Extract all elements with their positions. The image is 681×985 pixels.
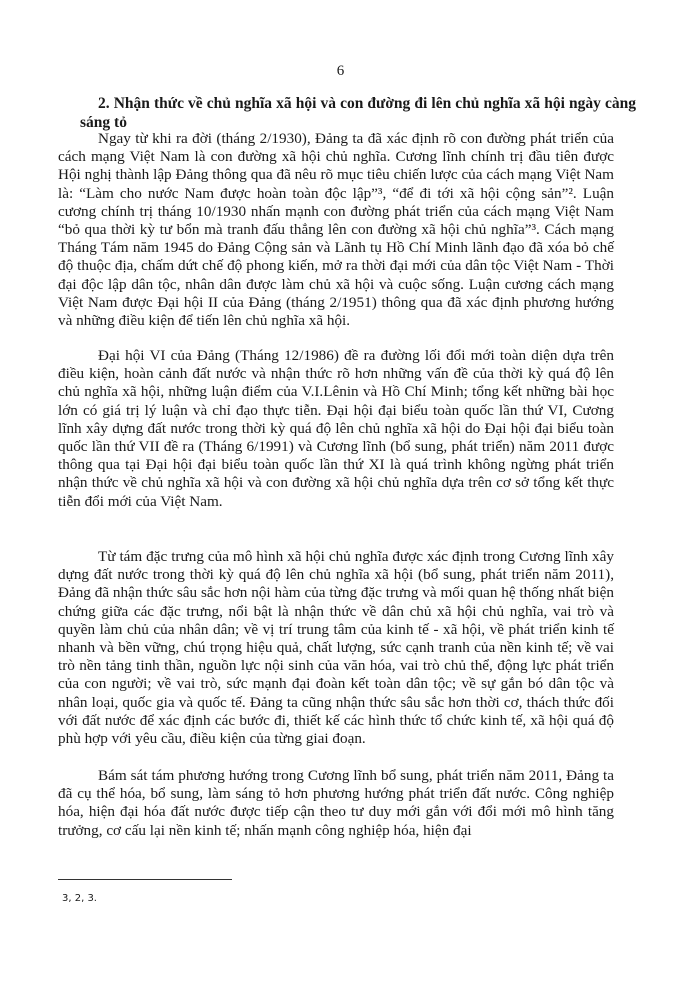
paragraph-1: Ngay từ khi ra đời (tháng 2/1930), Đảng ta đã xác định rõ con đường phát triển của cách mạng Việt Nam là con đường xã hội chủ nghĩa. Cương lĩnh chính trị đầu tiên được Hội nghị thành lập Đảng thông qua đã nêu rõ mục tiêu chiến lược của cách mạng Việt Nam là: “Làm cho nước Nam được hoàn toàn độc lập”³, “để đi tới xã hội cộng sản”². Luận cương chính trị tháng 10/1930 nhấn mạnh con đường phát triển của cách mạng Việt Nam “bỏ qua thời kỳ tư bổn mà tranh đấu thẳng lên con đường xã hội chủ nghĩa”³. Cách mạng Tháng Tám năm 1945 do Đảng Cộng sản và Lãnh tụ Hồ Chí Minh lãnh đạo đã xóa bỏ chế độ thuộc địa, chấm dứt chế độ phong kiến, mở ra thời đại mới của dân tộc Việt Nam - Thời đại độc lập dân tộc, nhân dân được làm chủ xã hội và cuộc sống. Luận cương cách mạng Việt Nam được Đại hội II của Đảng (tháng 2/1951) thông qua đã xác định phương hướng và những điều kiện để tiến lên chủ nghĩa xã hội.: [58, 130, 614, 330]
paragraph-3: Từ tám đặc trưng của mô hình xã hội chủ nghĩa được xác định trong Cương lĩnh xây dựng đất nước trong thời kỳ quá độ lên chủ nghĩa xã hội (bổ sung, phát triển năm 2011), Đảng đã nhận thức sâu sắc hơn nội hàm của từng đặc trưng và mối quan hệ thống nhất biện chứng giữa các đặc trưng, nổi bật là nhận thức về dân chủ xã hội chủ nghĩa, vai trò và quyền làm chủ của nhân dân; về vị trí trung tâm của kinh tế - xã hội, về phát triển kinh tế nhanh và bền vững, chú trọng hiệu quả, chất lượng, sức cạnh tranh của nền kinh tế; về vai trò nền tảng tinh thần, nguồn lực nội sinh của văn hóa, vai trò chủ thể, động lực phát triển của con người; về vai trò, sức mạnh đại đoàn kết toàn dân tộc; về sự gắn bó dân tộc và nhân loại, quốc gia và quốc tế. Đảng ta cũng nhận thức sâu sắc hơn thời cơ, thách thức đối với đất nước để xác định các bước đi, thiết kế các hình thức tổ chức kinh tế, xã hội quá độ phù hợp với yêu cầu, điều kiện của từng giai đoạn.: [58, 548, 614, 748]
paragraph-4: Bám sát tám phương hướng trong Cương lĩnh bổ sung, phát triển năm 2011, Đảng ta đã cụ thể hóa, bổ sung, làm sáng tỏ hơn phương hướng phát triển đất nước. Công nghiệp hóa, hiện đại hóa đất nước được tiếp cận theo tư duy mới gắn với đổi mới mô hình tăng trưởng, cơ cấu lại nền kinh tế; nhấn mạnh công nghiệp hóa, hiện đại: [58, 767, 614, 839]
page-number: 6: [336, 63, 345, 79]
paragraph-2: Đại hội VI của Đảng (Tháng 12/1986) đề ra đường lối đổi mới toàn diện dựa trên điều kiện, hoàn cảnh đất nước và nhận thức rõ hơn những vấn đề của thời kỳ quá độ lên chủ nghĩa xã hội, những luận điểm của V.I.Lênin và Hồ Chí Minh; tổng kết những bài học lớn có giá trị lý luận và chỉ đạo thực tiễn. Đại hội đại biểu toàn quốc lần thứ VI, Cương lĩnh xây dựng đất nước trong thời kỳ quá độ lên chủ nghĩa xã hội do Đại hội đại biểu toàn quốc lần thứ VII đề ra (Tháng 6/1991) và Cương lĩnh (bổ sung, phát triển) năm 2011 được thông qua tại Đại hội đại biểu toàn quốc lần thứ XI là quá trình không ngừng phát triển nhận thức về chủ nghĩa xã hội và con đường xã hội chủ nghĩa dựa trên cơ sở tổng kết thực tiễn đổi mới của Việt Nam.: [58, 347, 614, 510]
footnote: 3, 2, 3.: [62, 893, 97, 904]
footnote-divider: [58, 879, 232, 880]
section-heading: 2. Nhận thức về chủ nghĩa xã hội và con đường đi lên chủ nghĩa xã hội ngày càng sáng tỏ: [80, 95, 636, 131]
